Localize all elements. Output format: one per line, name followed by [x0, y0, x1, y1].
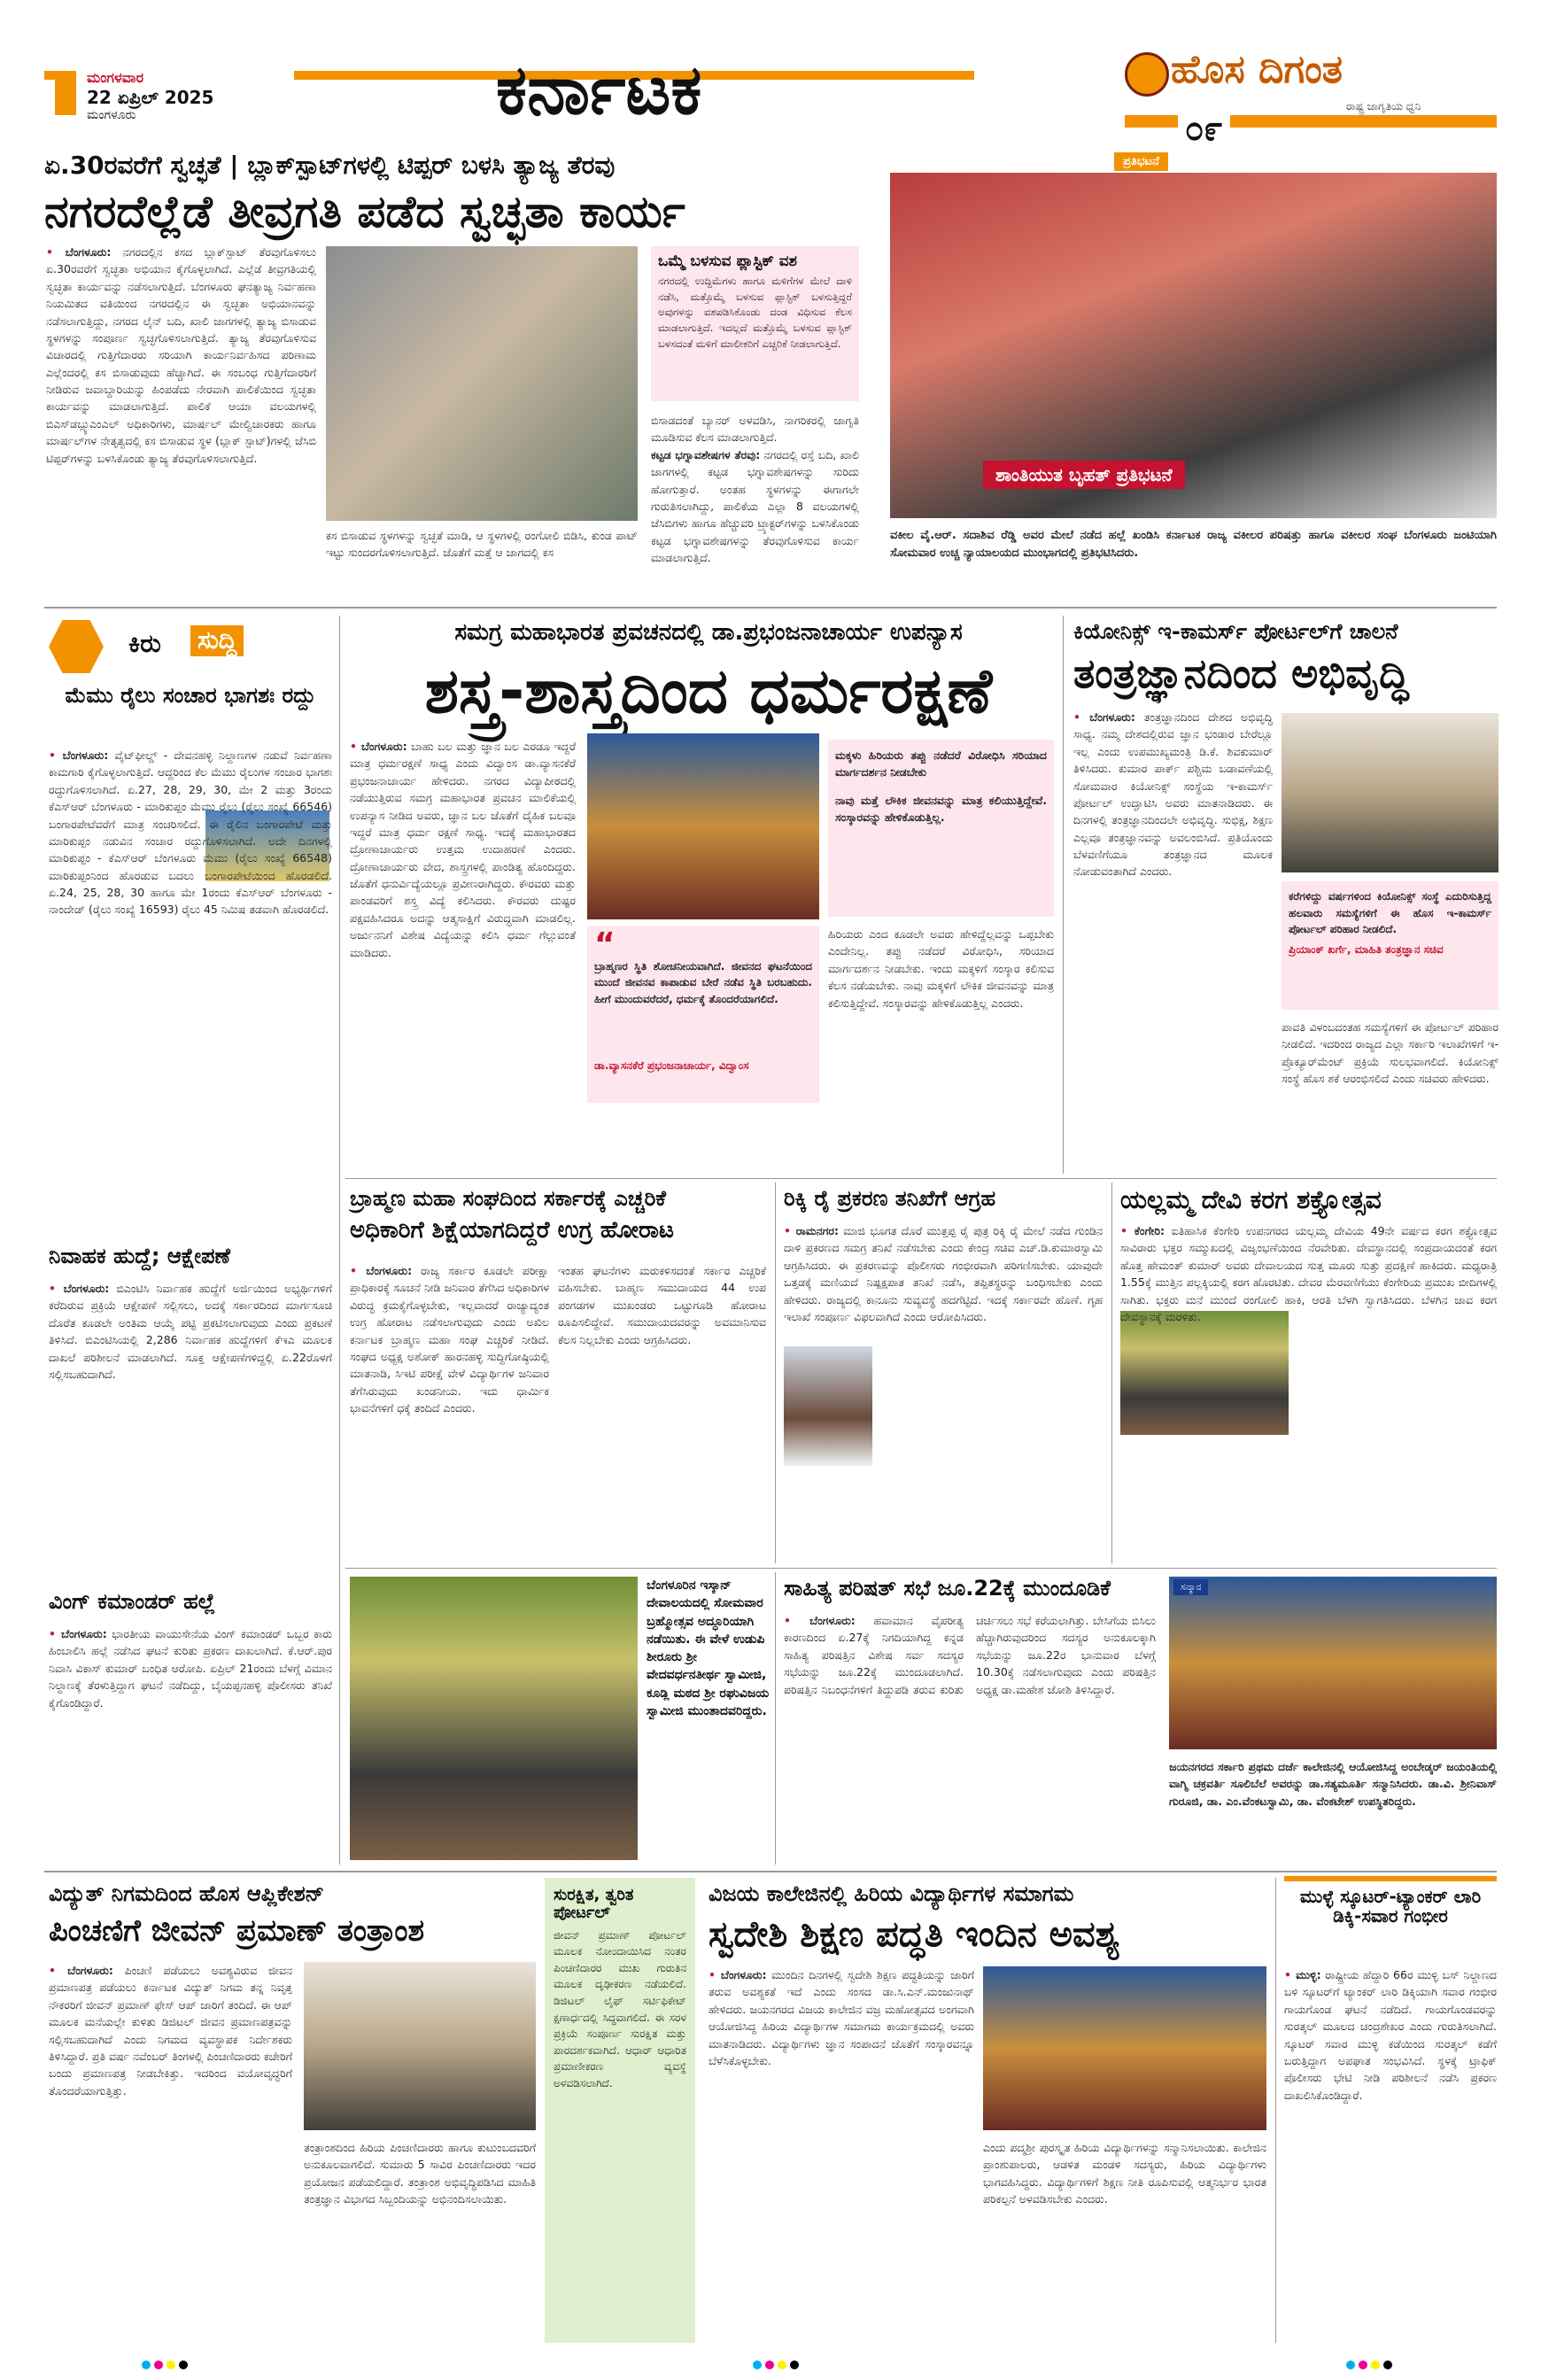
story7-caption: ಬೆಂಗಳೂರಿನ ಇಸ್ಕಾನ್ ದೇವಾಲಯದಲ್ಲಿ ಸೋಮವಾರ ಬ್ರಹ್ಮೋತ್ಸವ ಅದ್ಧೂರಿಯಾಗಿ ನಡೆಯಿತು. ಈ ವೇಳೆ ಉಡುಪಿ ಶೀರೂರು ಶ್ರೀ ವೇದವರ್ಧನತೀರ್ಥ ಸ್ವಾಮೀಜಿ, ಕೂಡ್ಲಿ ಮಠದ ಶ್ರೀ ರಘುವಿಜಯ ಸ್ವಾಮೀಜಿ ಮುಂತಾದವರಿದ್ದರು.: [647, 1578, 770, 1719]
vertical-divider: [1111, 1182, 1112, 1563]
kiru-item2-title: ನಿವಾಹಕ ಹುದ್ದೆ; ಆಕ್ಷೇಪಣೆ: [49, 1244, 230, 1268]
story4-headline: ಅಧಿಕಾರಿಗೆ ಶಿಕ್ಷೆಯಾಗದಿದ್ದರೆ ಉಗ್ರ ಹೋರಾಟ: [350, 1217, 674, 1244]
header-date: 22 ಏಪ್ರಿಲ್ 2025: [87, 87, 214, 108]
pull-quote-box: [828, 740, 1054, 917]
story6-body: • ಕೆಂಗೇರಿ: ಐತಿಹಾಸಿಕ ಕೆಂಗೇರಿ ಉಪನಗರದ ಯಲ್ಲಮ್ಮ ದೇವಿಯ 49ನೇ ವರ್ಷದ ಕರಗ ಶಕ್ತ್ಯೋತ್ಸವ ಸಾವಿರಾರು ಭಕ್ತರ ಸಮ್ಮುಖದಲ್ಲಿ ವಿಜೃಂಭಣೆಯಿಂದ ನೆರವೇರಿತು. ದೇವಸ್ಥಾನದಲ್ಲಿ ಸಂಪ್ರದಾಯದಂತೆ ಕರಗ ಹೊತ್ತ ಹೇಮಂತ್ ಕುಮಾರ್ ಅವರು ದೇವಾಲಯದ ಸುತ್ತ ಮೂರು ಸುತ್ತು ಪ್ರದಕ್ಷಿಣೆ ಹಾಕಿದರು. ಮಧ್ಯರಾತ್ರಿ 1.55ಕ್ಕೆ ಮುತ್ತಿನ ಪಲ್ಲಕ್ಕಿಯಲ್ಲಿ ಕರಗ ಹೊರಟಿತು. ದೇವರ ಮೆರವಣಿಗೆಯು ಕೆಂಗೇರಿಯ ಪ್ರಮುಖ ಬೀದಿಗಳಲ್ಲಿ ಸಾಗಿತು. ಭಕ್ತರು ಮನೆ ಮುಂದೆ ರಂಗೋಲಿ ಹಾಕಿ, ಆರತಿ ಬೆಳಗಿ ಸ್ವಾಗತಿಸಿದರು. ಬೆಳಗಿನ ಜಾವ ಕರಗ ದೇವಸ್ಥಾನಕ್ಕೆ ಮರಳಿತು.: [1120, 1224, 1497, 1323]
story2-kicker: ಸಮಗ್ರ ಮಹಾಭಾರತ ಪ್ರವಚನದಲ್ಲಿ ಡಾ.ಪ್ರಭಂಜನಾಚಾರ್ಯ ಉಪನ್ಯಾಸ: [454, 619, 963, 646]
story8-kicker: ಸಾಹಿತ್ಯ ಪರಿಷತ್ ಸಭೆ ಜೂ.22ಕ್ಕೆ ಮುಂದೂಡಿಕೆ: [784, 1576, 1111, 1601]
keonics-highlight-text: ಕರೆಗಳಿದ್ದು ವರ್ಷಗಳಿಂದ ಕಿಯೋನಿಕ್ಸ್ ಸಂಸ್ಥೆ ಎದುರಿಸುತ್ತಿದ್ದ ಹಲವಾರು ಸಮಸ್ಯೆಗಳಿಗೆ ಈ ಹೊಸ ಇ-ಕಾಮರ್ಸ್ ಪೋರ್ಟಲ್ ಪರಿಹಾರ ನೀಡಲಿದೆ.: [1289, 890, 1491, 936]
felicitation-photo: [1169, 1577, 1497, 1749]
story3-kicker: ಕಿಯೋನಿಕ್ಸ್ ಇ-ಕಾಮರ್ಸ್ ಪೋರ್ಟಲ್‌ಗೆ ಚಾಲನೆ: [1073, 619, 1398, 644]
story1-kicker: ಏ.30ರವರೆಗೆ ಸ್ವಚ್ಛತೆ | ಬ್ಲಾಕ್‌ಸ್ಪಾಟ್‌ಗಳಲ್ಲಿ ಟಿಪ್ಪರ್ ಬಳಸಿ ತ್ಯಾಜ್ಯ ತೆರವು: [44, 151, 616, 180]
registration-marks-center: [753, 2356, 802, 2373]
story10-body-col2: ತಂತ್ರಾಂಶದಿಂದ ಹಿರಿಯ ಪಿಂಚಣಿದಾರರು ಹಾಗೂ ಕುಟುಂಬದವರಿಗೆ ಅನುಕೂಲವಾಗಲಿದೆ. ಸುಮಾರು 5 ಸಾವಿರ ಪಿಂಚಣಿದಾರರು ಇದರ ಪ್ರಯೋಜನ ಪಡೆಯಲಿದ್ದಾರೆ. ತಂತ್ರಾಂಶ ಅಭಿವೃದ್ಧಿಪಡಿಸಿದ ಮಾಹಿತಿ ತಂತ್ರಜ್ಞಾನ ವಿಭಾಗದ ಸಿಬ್ಬಂದಿಯನ್ನು ಅಭಿನಂದಿಸಲಾಯಿತು.: [304, 2141, 536, 2206]
story9-caption: ಜಯನಗರದ ಸರ್ಕಾರಿ ಪ್ರಥಮ ದರ್ಜೆ ಕಾಲೇಜಿನಲ್ಲಿ ಆಯೋಜಿಸಿದ್ದ ಅಂಬೇಡ್ಕರ್ ಜಯಂತಿಯಲ್ಲಿ ವಾಗ್ಮಿ ಚಕ್ರವರ್ತಿ ಸೂಲಿಬೆಲೆ ಅವರನ್ನು ಡಾ.ಸತ್ಯಮೂರ್ತಿ ಸನ್ಮಾನಿಸಿದರು. ಡಾ.ವಿ. ಶ್ರೀನಿವಾಸ್ ಗುರೂಜಿ, ಡಾ. ಎಂ.ವೆಂಕಟಸ್ವಾಮಿ, ಡಾ. ವೆಂಕಟೇಶ್ ಉಪಸ್ಥಿತರಿದ್ದರು.: [1169, 1760, 1497, 1808]
story11-body: • ಬೆಂಗಳೂರು: ಮುಂದಿನ ದಿನಗಳಲ್ಲಿ ಸ್ವದೇಶಿ ಶಿಕ್ಷಣ ಪದ್ಧತಿಯನ್ನು ಜಾರಿಗೆ ತರುವ ಅವಶ್ಯಕತೆ ಇದೆ ಎಂದು ಸಂಸದ ಡಾ.ಸಿ.ಎನ್.ಮಂಜುನಾಥ್ ಹೇಳಿದರು. ಜಯನಗರದ ವಿಜಯ ಕಾಲೇಜಿನ ವಜ್ರ ಮಹೋತ್ಸವದ ಅಂಗವಾಗಿ ಆಯೋಜಿಸಿದ್ದ ಹಿರಿಯ ವಿದ್ಯಾರ್ಥಿಗಳ ಸಮಾಗಮ ಕಾರ್ಯಕ್ರಮದಲ್ಲಿ ಅವರು ಮಾತನಾಡಿದರು. ವಿದ್ಯಾರ್ಥಿಗಳು ಜ್ಞಾನ ಸಂಪಾದನೆ ಜೊತೆಗೆ ಸಂಸ್ಕಾರವನ್ನೂ ಬೆಳೆಸಿಕೊಳ್ಳಬೇಕು.: [709, 1968, 974, 2067]
header-city: ಮಂಗಳೂರು: [87, 108, 136, 122]
kiru-item3-title: ವಿಂಗ್ ಕಮಾಂಡರ್ ಹಲ್ಲೆ: [49, 1589, 216, 1614]
plastic-box-body: ನಗರದಲ್ಲಿ ಉದ್ದಿಮೆಗಳು ಹಾಗೂ ಮಳಿಗೆಗಳ ಮೇಲೆ ದಾಳಿ ನಡೆಸಿ, ಮತ್ತೊಮ್ಮೆ ಬಳಸುವ ಪ್ಲಾಸ್ಟಿಕ್ ಬಳಸುತ್ತಿದ್ದರೆ ಅವುಗಳನ್ನು ವಶಪಡಿಸಿಕೊಂಡು ದಂಡ ವಿಧಿಸುವ ಕೆಲಸ ಮಾಡಲಾಗುತ್ತಿದೆ. ಇದಲ್ಲದೆ ಮತ್ತೊಮ್ಮೆ ಬಳಸುವ ಪ್ಲಾಸ್ಟಿಕ್ ಬಳಸದಂತೆ ಮಳಿಗೆ ಮಾಲೀಕರಿಗೆ ಎಚ್ಚರಿಕೆ ನೀಡಲಾಗುತ್ತಿದೆ.: [658, 274, 852, 350]
story2-body: • ಬೆಂಗಳೂರು: ಬಾಹು ಬಲ ಮತ್ತು ಜ್ಞಾನ ಬಲ ಎರಡೂ ಇದ್ದರೆ ಮಾತ್ರ ಧರ್ಮರಕ್ಷಣೆ ಸಾಧ್ಯ ಎಂದು ವಿದ್ವಾಂಸ ಡಾ.ವ್ಯಾಸನಕೆರೆ ಪ್ರಭಂಜನಾಚಾರ್ಯ ಹೇಳಿದರು. ನಗರದ ವಿದ್ಯಾಪೀಠದಲ್ಲಿ ನಡೆಯುತ್ತಿರುವ ಸಮಗ್ರ ಮಹಾಭಾರತ ಪ್ರವಚನ ಮಾಲಿಕೆಯಲ್ಲಿ ಉಪನ್ಯಾಸ ನೀಡಿದ ಅವರು, ಜ್ಞಾನ ಬಲ ಜೊತೆಗೆ ದೈಹಿಕ ಬಲವೂ ಇದ್ದರೆ ಮಾತ್ರ ಧರ್ಮ ರಕ್ಷಣೆ ಸಾಧ್ಯ. ಇದಕ್ಕೆ ಮಹಾಭಾರತದ ದ್ರೋಣಾಚಾರ್ಯರು ಉತ್ತಮ ಉದಾಹರಣೆ ಎಂದರು. ದ್ರೋಣಾಚಾರ್ಯರು ವೇದ, ಶಾಸ್ತ್ರಗಳಲ್ಲಿ ಪಾಂಡಿತ್ಯ ಹೊಂದಿದ್ದರು. ಜೊತೆಗೆ ಧನುರ್ವಿದ್ಯೆಯಲ್ಲೂ ಪ್ರವೀಣರಾಗಿದ್ದರು. ಕೌರವರು ಮತ್ತು ಪಾಂಡವರಿಗೆ ಶಸ್ತ್ರ ವಿದ್ಯೆ ಕಲಿಸಿದರು. ಕೌರವರು ದುಷ್ಟರ ಪಕ್ಷವಹಿಸಿದರೂ ಅದನ್ನು ಆತ್ಮಸಾಕ್ಷಿಗೆ ವಿರುದ್ಧವಾಗಿ ಮಾಡಲಿಲ್ಲ. ಅರ್ಜುನನಿಗೆ ವಿಶೇಷ ವಿದ್ಯೆಯನ್ನು ಕಲಿಸಿ ಧರ್ಮ ಗೆಲ್ಲುವಂತೆ ಮಾಡಿದರು.: [350, 740, 576, 959]
quote-author: ಡಾ.ವ್ಯಾಸನಕೆರೆ ಪ್ರಭಂಜನಾಚಾರ್ಯ, ವಿದ್ವಾಂಸ: [594, 1058, 749, 1072]
story8-body: • ಬೆಂಗಳೂರು: ಹವಾಮಾನ ವೈಪರೀತ್ಯ ಕಾರಣದಿಂದ ಏ.27ಕ್ಕೆ ನಿಗದಿಯಾಗಿದ್ದ ಕನ್ನಡ ಸಾಹಿತ್ಯ ಪರಿಷತ್ತಿನ ವಿಶೇಷ ಸರ್ವ ಸದಸ್ಯರ ಸಭೆಯನ್ನು ಜೂ.22ಕ್ಕೆ ಮುಂದೂಡಲಾಗಿದೆ. ಪರಿಷತ್ತಿನ ನಿಬಂಧನೆಗಳಿಗೆ ತಿದ್ದುಪಡಿ ತರುವ ಕುರಿತು ಚರ್ಚಿಸಲು ಸಭೆ ಕರೆಯಲಾಗಿತ್ತು. ಬೇಸಿಗೆಯ ಬಿಸಿಲು ಹೆಚ್ಚಾಗಿರುವುದರಿಂದ ಸದಸ್ಯರ ಅನುಕೂಲಕ್ಕಾಗಿ ಸಭೆಯನ್ನು ಜೂ.22ರ ಭಾನುವಾರ ಬೆಳಗ್ಗೆ 10.30ಕ್ಕೆ ನಡೆಸಲಾಗುವುದು ಎಂದು ಪರಿಷತ್ತಿನ ಅಧ್ಯಕ್ಷ ಡಾ.ಮಹೇಶ ಜೋಶಿ ತಿಳಿಸಿದ್ದಾರೆ.: [784, 1614, 1156, 1696]
kirusuddi-logo-b: ಸುದ್ದಿ: [190, 625, 244, 656]
story1-caption: ಕಸ ಬಿಸಾಡುವ ಸ್ಥಳಗಳನ್ನು ಸ್ವಚ್ಛತೆ ಮಾಡಿ, ಆ ಸ್ಥಳಗಳಲ್ಲಿ ರಂಗೋಲಿ ಬಿಡಿಸಿ, ಕುಂಡ ಪಾಟ್ ಇಟ್ಟು ಸುಂದರಗೊಳಿಸಲಾಗುತ್ತಿದೆ. ಜೊತೆಗೆ ಮತ್ತೆ ಆ ಜಾಗದಲ್ಲಿ ಕಸ: [326, 529, 638, 560]
story1-body: [46, 244, 316, 598]
plastic-box-title: ಒಮ್ಮೆ ಬಳಸುವ ಪ್ಲಾಸ್ಟಿಕ್ ವಶ: [658, 252, 797, 270]
story5-kicker: ರಿಕ್ಕಿ ರೈ ಪ್ರಕರಣ ತನಿಖೆಗೆ ಆಗ್ರಹ: [784, 1186, 996, 1211]
pull-quote-2: ನಾವು ಮತ್ತೆ ಲೌಕಿಕ ಜೀವನವನ್ನು ಮಾತ್ರ ಕಲಿಯುತ್ತಿದ್ದೇವೆ. ಸಂಸ್ಕಾರವನ್ನು ಹೇಳಿಕೊಡುತ್ತಿಲ್ಲ.: [835, 793, 1047, 825]
keonics-highlight-author: ಪ್ರಿಯಾಂಕ್ ಖರ್ಗೆ, ಮಾಹಿತಿ ತಂತ್ರಜ್ಞಾನ ಸಚಿವ: [1289, 942, 1444, 956]
story3-headline: ತಂತ್ರಜ್ಞಾನದಿಂದ ಅಭಿವೃದ್ಧಿ: [1073, 649, 1409, 697]
keonics-launch-photo: [1282, 713, 1498, 872]
date-block: [55, 62, 294, 128]
vertical-divider: [339, 616, 340, 1864]
kirusuddi-logo-a: ಕಿರು: [128, 629, 161, 658]
quote-mark-icon: “: [594, 926, 616, 963]
divider: [44, 1871, 1497, 1872]
page-number: ೦೯: [1178, 111, 1230, 148]
registration-marks-right: [1346, 2356, 1396, 2373]
orange-flag-icon: [55, 71, 76, 115]
story3-body-col2: ಪಾವತಿ ವಿಳಂಬದಂತಹ ಸಮಸ್ಯೆಗಳಿಗೆ ಈ ಪೋರ್ಟಲ್ ಪರಿಹಾರ ನೀಡಲಿದೆ. ಇದರಿಂದ ರಾಜ್ಯದ ಎಲ್ಲಾ ಸರ್ಕಾರಿ ಇಲಾಖೆಗಳಿಗೆ ಇ-ಪ್ರೊಕ್ಯೂರ್‌ಮೆಂಟ್ ಪ್ರಕ್ರಿಯೆ ಸುಲಭವಾಗಲಿದೆ. ಕಿಯೋನಿಕ್ಸ್ ಸಂಸ್ಥೆ ಹೊಸ ಶಕೆ ಆರಂಭಿಸಲಿದೆ ಎಂದು ಸಚಿವರು ಹೇಳಿದರು.: [1282, 1020, 1498, 1086]
protest-banner: ಶಾಂತಿಯುತ ಬೃಹತ್ ಪ್ರತಿಭಟನೆ: [983, 461, 1185, 489]
story1-subhead: ಕಟ್ಟಡ ಭಗ್ನಾವಶೇಷಗಳ ತೆರವು:: [651, 447, 761, 461]
accent-bar-story12: [1284, 1876, 1497, 1881]
portal-side-box: [545, 1878, 695, 2343]
story2-body-col3: ಹಿರಿಯರು ಎಂದ ಕೂಡಲೇ ಅವರು ಹೇಳಿದ್ದೆಲ್ಲವನ್ನು ಒಪ್ಪಬೇಕು ಎಂದೇನಿಲ್ಲ. ತಪ್ಪು ನಡೆದರೆ ವಿರೋಧಿಸಿ, ಸರಿಯಾದ ಮಾರ್ಗದರ್ಶನ ನೀಡಬೇಕು. ಇಂದು ಮಕ್ಕಳಿಗೆ ಸಂಸ್ಕಾರ ಕಲಿಸುವ ಕೆಲಸ ನಡೆಯಬೇಕು. ನಾವು ಮಕ್ಕಳಿಗೆ ಲೌಕಿಕ ಜೀವನವನ್ನು ಮಾತ್ರ ಕಲಿಸುತ್ತಿದ್ದೇವೆ. ಸಂಸ್ಕಾರವನ್ನು ಹೇಳಿಕೊಡುತ್ತಿಲ್ಲ ಎಂದರು.: [828, 927, 1054, 1010]
kiru-item1-body: • ಬೆಂಗಳೂರು: ವೈಟ್‌ಫೀಲ್ಡ್ - ದೇವನಹಳ್ಳಿ ನಿಲ್ದಾಣಗಳ ನಡುವೆ ನಿರ್ವಹಣಾ ಕಾಮಗಾರಿ ಕೈಗೊಳ್ಳಲಾಗುತ್ತಿದೆ. ಆದ್ದರಿಂದ ಕೆಲ ಮೆಮು ರೈಲುಗಳ ಸಂಚಾರ ಭಾಗಶಃ ರದ್ದುಗೊಳಿಸಲಾಗಿದೆ. ಏ.27, 28, 29, 30, ಮೇ 2 ಮತ್ತು 3ರಂದು ಕೆಎಸ್‌ಆರ್ ಬೆಂಗಳೂರು - ಮಾರಿಕುಪ್ಪಂ ಮೆಮು ರೈಲು (ರೈಲು ಸಂಖ್ಯೆ 66546) ಬಂಗಾರಪೇಟೆವರೆಗೆ ಮಾತ್ರ ಸಂಚರಿಸಲಿದೆ. ಈ ರೈಲಿನ ಬಂಗಾರಪೇಟೆ ಮತ್ತು ಮಾರಿಕುಪ್ಪಂ ನಡುವಿನ ಸಂಚಾರ ರದ್ದುಗೊಳಿಸಲಾಗಿದೆ. ಅದೇ ದಿನಗಳಲ್ಲಿ ಮಾರಿಕುಪ್ಪಂ - ಕೆಎಸ್‌ಆರ್ ಬೆಂಗಳೂರು ಮೆಮು (ರೈಲು ಸಂಖ್ಯೆ 66548) ಮಾರಿಕುಪ್ಪಂನಿಂದ ಹೊರಡುವ ಬದಲು ಬಂಗಾರಪೇಟೆಯಿಂದ ಹೊರಡಲಿದೆ. ಏ.24, 25, 28, 30 ಹಾಗೂ ಮೇ 1ರಂದು ಕೆಎಸ್‌ಆರ್ ಬೆಂಗಳೂರು - ನಾಂದೇಡ್ (ರೈಲು ಸಂಖ್ಯೆ 16593) ರೈಲು 45 ನಿಮಿಷ ತಡವಾಗಿ ಹೊರಡಲಿದೆ.: [49, 748, 332, 917]
quote-text: ಬ್ರಾಹ್ಮಣರ ಸ್ಥಿತಿ ಶೋಚನೀಯವಾಗಿದೆ. ಜೀವನದ ಘಟನೆಯಿಂದ ಮುಂದೆ ಜೀವನವ ಕಾಪಾಡುವ ಬೇರೆ ನಡೆವ ಸ್ಥಿತಿ ಬರಬಹುದು. ಹೀಗೆ ಮುಂದುವರೆದರೆ, ಧರ್ಮಕ್ಕೆ ತೊಂದರೆಯಾಗಲಿದೆ.: [594, 959, 812, 1005]
garbage-photo: [326, 246, 638, 521]
vertical-divider: [775, 1572, 776, 1864]
alumni-meet-photo: [983, 1966, 1266, 2130]
vertical-divider: [1063, 616, 1064, 1174]
protest-photo: [890, 173, 1497, 518]
story11-kicker: ವಿಜಯ ಕಾಲೇಜಿನಲ್ಲಿ ಹಿರಿಯ ವಿದ್ಯಾರ್ಥಿಗಳ ಸಮಾಗಮ: [709, 1881, 1074, 1906]
story10-kicker: ವಿದ್ಯುತ್ ನಿಗಮದಿಂದ ಹೊಸ ಆಪ್ಲಿಕೇಶನ್: [49, 1881, 324, 1906]
story4-body-col2: ಇಂತಹ ಘಟನೆಗಳು ಮರುಕಳಿಸದಂತೆ ಸರ್ಕಾರ ಎಚ್ಚರಿಕೆ ವಹಿಸಬೇಕು. ಬಾಹ್ಮಣ ಸಮುದಾಯದ 44 ಉಪ ಪಂಗಡಗಳ ಮುಖಂಡರು ಒಟ್ಟುಗೂಡಿ ಹೋರಾಟ ರೂಪಿಸಲಿದ್ದೇವೆ. ಸಮುದಾಯದವರನ್ನು ಅವಮಾನಿಸುವ ಕೆಲಸ ನಿಲ್ಲಬೇಕು ಎಂದು ಆಗ್ರಹಿಸಿದರು.: [558, 1264, 766, 1346]
divider: [345, 1568, 1497, 1569]
story3-body: • ಬೆಂಗಳೂರು: ತಂತ್ರಜ್ಞಾನದಿಂದ ದೇಶದ ಅಭಿವೃದ್ಧಿ ಸಾಧ್ಯ. ನಮ್ಮ ದೇಶದಲ್ಲಿರುವ ಜ್ಞಾನ ಭಂಡಾರ ಬೇರೆಲ್ಲೂ ಇಲ್ಲ ಎಂದು ಉಪಮುಖ್ಯಮಂತ್ರಿ ಡಿ.ಕೆ. ಶಿವಕುಮಾರ್ ತಿಳಿಸಿದರು. ಕುಮಾರ ಪಾರ್ಕ್ ಪಶ್ಚಿಮ ಬಡಾವಣೆಯಲ್ಲಿ ಸೋಮವಾರ ಕಿಯೋನಿಕ್ಸ್ ಸಂಸ್ಥೆಯ ಇ-ಕಾಮರ್ಸ್ ಪೋರ್ಟಲ್ ಉದ್ಘಾಟಿಸಿ ಅವರು ಮಾತನಾಡಿದರು. ಈ ದಿನಗಳಲ್ಲಿ ತಂತ್ರಜ್ಞಾನದಿಂದಲೇ ಅಭಿವೃದ್ಧಿ. ಸುಭಿಕ್ಷ, ಶಿಕ್ಷಣ ಎಲ್ಲವೂ ತಂತ್ರಜ್ಞಾನವನ್ನು ಅವಲಂಬಿಸಿದೆ. ಪ್ರತಿಯೊಂದು ಬೆಳವಣಿಗೆಯೂ ತಂತ್ರಜ್ಞಾನದ ಮೂಲಕ ನೋಡುವಂತಾಗಿದೆ ಎಂದರು.: [1073, 710, 1273, 879]
story4-body: • ಬೆಂಗಳೂರು: ರಾಜ್ಯ ಸರ್ಕಾರ ಕೂಡಲೇ ಪರೀಕ್ಷಾ ಪ್ರಾಧಿಕಾರಕ್ಕೆ ಸೂಚನೆ ನೀಡಿ ಜನಿವಾರ ತೆಗೆಸಿದ ಅಧಿಕಾರಿಗಳ ವಿರುದ್ಧ ಕ್ರಮಕೈಗೊಳ್ಳಬೇಕು, ಇಲ್ಲವಾದರೆ ರಾಜ್ಯಾದ್ಯಂತ ಉಗ್ರ ಹೋರಾಟ ನಡೆಸಲಾಗುವುದು ಎಂದು ಅಖಿಲ ಕರ್ನಾಟಕ ಬ್ರಾಹ್ಮಣ ಮಹಾ ಸಂಘ ಎಚ್ಚರಿಕೆ ನೀಡಿದೆ. ಸಂಘದ ಅಧ್ಯಕ್ಷ ಅಶೋಕ್ ಹಾರನಹಳ್ಳಿ ಸುದ್ದಿಗೋಷ್ಠಿಯಲ್ಲಿ ಮಾತನಾಡಿ, ಸಿಇಟಿ ಪರೀಕ್ಷೆ ವೇಳೆ ವಿದ್ಯಾರ್ಥಿಗಳ ಜನಿವಾರ ತೆಗೆಸಿರುವುದು ಖಂಡನೀಯ. ಇದು ಧಾರ್ಮಿಕ ಭಾವನೆಗಳಿಗೆ ಧಕ್ಕೆ ತಂದಿದೆ ಎಂದರು.: [350, 1264, 549, 1415]
brand-block: [1125, 49, 1497, 146]
story10-headline: ಪಿಂಚಣಿಗೆ ಜೀವನ್ ಪ್ರಮಾಣ್ ತಂತ್ರಾಂಶ: [49, 1913, 425, 1949]
story12-body: • ಮುಳ್ಳಿ: ರಾಷ್ಟ್ರೀಯ ಹೆದ್ದಾರಿ 66ರ ಮುಳ್ಳಿ ಬಸ್ ನಿಲ್ದಾಣದ ಬಳಿ ಸ್ಕೂಟರ್‌ಗೆ ಟ್ಯಾಂಕರ್ ಲಾರಿ ಡಿಕ್ಕಿಯಾಗಿ ಸವಾರ ಗಂಭೀರ ಗಾಯಗೊಂಡ ಘಟನೆ ನಡೆದಿದೆ. ಗಾಯಗೊಂಡವರನ್ನು ಸುರತ್ಕಲ್ ಮೂಲದ ಚಂದ್ರಶೇಖರ ಎಂದು ಗುರುತಿಸಲಾಗಿದೆ. ಸ್ಕೂಟರ್ ಸವಾರ ಮುಳ್ಳಿ ಕಡೆಯಿಂದ ಸುರತ್ಕಲ್ ಕಡೆಗೆ ಬರುತ್ತಿದ್ದಾಗ ಅಪಘಾತ ಸಂಭವಿಸಿದೆ. ಸ್ಥಳಕ್ಕೆ ಟ್ರಾಫಿಕ್ ಪೊಲೀಸರು ಭೇಟಿ ನೀಡಿ ಪರಿಶೀಲನೆ ನಡೆಸಿ ಪ್ರಕರಣ ದಾಖಲಿಸಿಕೊಂಡಿದ್ದಾರೆ.: [1284, 1968, 1497, 2102]
story4-kicker: ಬ್ರಾಹ್ಮಣ ಮಹಾ ಸಂಘದಿಂದ ಸರ್ಕಾರಕ್ಕೆ ಎಚ್ಚರಿಕೆ: [350, 1186, 667, 1211]
story5-body: • ರಾಮನಗರ: ಮಾಜಿ ಭೂಗತ ದೊರೆ ಮುತ್ತಪ್ಪ ರೈ ಪುತ್ರ ರಿಕ್ಕಿ ರೈ ಮೇಲೆ ನಡೆದ ಗುಂಡಿನ ದಾಳಿ ಪ್ರಕರಣದ ಸಮಗ್ರ ತನಿಖೆ ನಡೆಸಬೇಕು ಎಂದು ಕೇಂದ್ರ ಸಚಿವ ಎಚ್.ಡಿ.ಕುಮಾರಸ್ವಾಮಿ ಆಗ್ರಹಿಸಿದರು. ಈ ಪ್ರಕರಣವನ್ನು ಪೊಲೀಸರು ಗಂಭೀರವಾಗಿ ಪರಿಗಣಿಸಬೇಕು. ಯಾವುದೇ ಒತ್ತಡಕ್ಕೆ ಮಣಿಯದೆ ನಿಷ್ಪಕ್ಷಪಾತ ತನಿಖೆ ನಡೆಸಿ, ತಪ್ಪಿತಸ್ಥರನ್ನು ಬಂಧಿಸಬೇಕು ಎಂದು ಹೇಳಿದರು. ರಾಜ್ಯದಲ್ಲಿ ಕಾನೂನು ಸುವ್ಯವಸ್ಥೆ ಹದಗೆಟ್ಟಿದೆ. ಇದಕ್ಕೆ ಸರ್ಕಾರವೇ ಹೊಣೆ. ಗೃಹ ಇಲಾಖೆ ಸಂಪೂರ್ಣ ವಿಫಲವಾಗಿದೆ ಎಂದು ಆರೋಪಿಸಿದರು.: [784, 1224, 1103, 1323]
story2-headline: ಶಸ್ತ್ರ-ಶಾಸ್ತ್ರದಿಂದ ಧರ್ಮರಕ್ಷಣೆ: [424, 655, 993, 727]
brand-logo-circle-icon: [1125, 52, 1169, 97]
portal-side-title: ಸುರಕ್ಷಿತ, ತ್ವರಿತ ಪೋರ್ಟಲ್: [554, 1886, 634, 1922]
keonics-highlight-box: [1282, 881, 1498, 1010]
story11-body-col2: ಎಂದು ಪದ್ಮಶ್ರೀ ಪುರಸ್ಕೃತ ಹಿರಿಯ ವಿದ್ಯಾರ್ಥಿಗಳನ್ನು ಸನ್ಮಾನಿಸಲಾಯಿತು. ಕಾಲೇಜಿನ ಪ್ರಾಂಶುಪಾಲರು, ಆಡಳಿತ ಮಂಡಳಿ ಸದಸ್ಯರು, ಹಿರಿಯ ವಿದ್ಯಾರ್ಥಿಗಳು ಭಾಗವಹಿಸಿದ್ದರು. ವಿದ್ಯಾರ್ಥಿಗಳಿಗೆ ಶಿಕ್ಷಣ ನೀತಿ ರೂಪಿಸುವಲ್ಲಿ ಆತ್ಮನಿರ್ಭರ ಭಾರತ ಪರಿಕಲ್ಪನೆ ಅಳವಡಿಸಬೇಕು ಎಂದರು.: [983, 2141, 1266, 2206]
kirusuddi-logo: [49, 620, 332, 673]
hand-pointing-icon: [49, 620, 104, 673]
story1-headline: ನಗರದೆಲ್ಲೆಡೆ ತೀವ್ರಗತಿ ಪಡೆದ ಸ್ವಚ್ಛತಾ ಕಾರ್ಯ: [44, 186, 685, 237]
quote-box: [587, 926, 819, 1103]
story11-headline: ಸ್ವದೇಶಿ ಶಿಕ್ಷಣ ಪದ್ಧತಿ ಇಂದಿನ ಅವಶ್ಯ: [709, 1914, 1120, 1955]
protest-caption: ವಕೀಲ ವೈ.ಆರ್. ಸದಾಶಿವ ರೆಡ್ಡಿ ಅವರ ಮೇಲೆ ನಡೆದ ಹಲ್ಲೆ ಖಂಡಿಸಿ ಕರ್ನಾಟಕ ರಾಜ್ಯ ವಕೀಲರ ಪರಿಷತ್ತು ಹಾಗೂ ವಕೀಲರ ಸಂಘ ಬೆಂಗಳೂರು ಜಂಟಿಯಾಗಿ ಸೋಮವಾರ ಉಚ್ಚ ನ್ಯಾಯಾಲಯದ ಮುಂಭಾಗದಲ್ಲಿ ಪ್ರತಿಭಟಿಸಿದರು.: [890, 529, 1497, 561]
kiru-item3-body: • ಬೆಂಗಳೂರು: ಭಾರತೀಯ ವಾಯುಸೇನೆಯ ವಿಂಗ್ ಕಮಾಂಡರ್ ಒಬ್ಬರ ಕಾರು ಹಿಂಬಾಲಿಸಿ ಹಲ್ಲೆ ನಡೆಸಿದ ಘಟನೆ ಕುರಿತು ಪ್ರಕರಣ ದಾಖಲಾಗಿದೆ. ಕೆ.ಆರ್.ಪುರ ನಿವಾಸಿ ವಿಕಾಸ್ ಕುಮಾರ್ ಬಂಧಿತ ಆರೋಪಿ. ಏಪ್ರಿಲ್ 21ರಂದು ಬೆಳಗ್ಗೆ ವಿಮಾನ ನಿಲ್ದಾಣಕ್ಕೆ ತೆರಳುತ್ತಿದ್ದಾಗ ಘಟನೆ ನಡೆದಿದ್ದು, ಬೈಯಪ್ಪನಹಳ್ಳಿ ಪೊಲೀಸರು ತನಿಖೆ ಕೈಗೊಂಡಿದ್ದಾರೆ.: [49, 1627, 332, 1709]
divider: [345, 1178, 1497, 1179]
divider: [44, 607, 1497, 609]
cyan-dot: [142, 2361, 151, 2369]
registration-marks-left: [142, 2356, 191, 2373]
story10-body: • ಬೆಂಗಳೂರು: ಪಿಂಚಣಿ ಪಡೆಯಲು ಅವಶ್ಯವಿರುವ ಜೀವನ ಪ್ರಮಾಣಪತ್ರ ಪಡೆಯಲು ಕರ್ನಾಟಕ ವಿದ್ಯುತ್ ನಿಗಮ ತನ್ನ ನಿವೃತ್ತ ನೌಕರರಿಗೆ ಜೀವನ್ ಪ್ರಮಾಣ್ ಫೇಸ್ ಆಪ್ ಜಾರಿಗೆ ತಂದಿದೆ. ಈ ಆಪ್ ಮೂಲಕ ಮನೆಯಲ್ಲೇ ಕುಳಿತು ಡಿಜಿಟಲ್ ಜೀವನ ಪ್ರಮಾಣಪತ್ರವನ್ನು ಸಲ್ಲಿಸಬಹುದಾಗಿದೆ ಎಂದು ನಿಗಮದ ವ್ಯವಸ್ಥಾಪಕ ನಿರ್ದೇಶಕರು ತಿಳಿಸಿದ್ದಾರೆ. ಪ್ರತಿ ವರ್ಷ ನವೆಂಬರ್ ತಿಂಗಳಲ್ಲಿ ಪಿಂಚಣಿದಾರರು ಕಚೇರಿಗೆ ಬಂದು ಪ್ರಮಾಣಪತ್ರ ನೀಡಬೇಕಿತ್ತು. ಇದರಿಂದ ವಯೋವೃದ್ಧರಿಗೆ ತೊಂದರೆಯಾಗುತ್ತಿತ್ತು.: [49, 1964, 292, 2097]
story6-kicker: ಯಲ್ಲಮ್ಮ ದೇವಿ ಕರಗ ಶಕ್ತ್ಯೋತ್ಸವ: [1120, 1185, 1382, 1214]
portal-side-body: ಜೀವನ್ ಪ್ರಮಾಣ್ ಪೋರ್ಟಲ್ ಮೂಲಕ ನೋಂದಾಯಿಸಿದ ನಂತರ ಪಿಂಚಣಿದಾರರ ಮುಖ ಗುರುತಿನ ಮೂಲಕ ದೃಢೀಕರಣ ನಡೆಯಲಿದೆ. ಡಿಜಿಟಲ್ ಲೈಫ್ ಸರ್ಟಿಫಿಕೇಟ್ ಕ್ಷಣಾರ್ಧದಲ್ಲಿ ಸಿದ್ಧವಾಗಲಿದೆ. ಈ ಸರಳ ಪ್ರಕ್ರಿಯೆ ಸಂಪೂರ್ಣ ಸುರಕ್ಷಿತ ಮತ್ತು ಪಾರದರ್ಶಕವಾಗಿದೆ. ಆಧಾರ್ ಆಧಾರಿತ ಪ್ರಮಾಣೀಕರಣ ವ್ಯವಸ್ಥೆ ಅಳವಡಿಸಲಾಗಿದೆ.: [554, 1928, 686, 2089]
story12-kicker: ಮುಳ್ಳೆ ಸ್ಕೂಟರ್-ಟ್ಯಾಂಕರ್ ಲಾರಿ ಡಿಕ್ಕಿ-ಸವಾರ ಗಂಭೀರ: [1299, 1886, 1482, 1926]
black-dot: [179, 2361, 188, 2369]
yellow-dot: [166, 2361, 175, 2369]
brand-name: ಹೊಸ ದಿಗಂತ: [1171, 47, 1344, 92]
story1-body-col3: ಬಿಸಾಡದಂತೆ ಬ್ಯಾನರ್ ಅಳವಡಿಸಿ, ನಾಗರಿಕರಲ್ಲಿ ಜಾಗೃತಿ ಮೂಡಿಸುವ ಕೆಲಸ ಮಾಡಲಾಗುತ್ತಿದೆ. ಕಟ್ಟಡ ಭಗ್ನಾವಶೇಷಗಳ ತೆರವು: ನಗರದಲ್ಲಿ ರಸ್ತೆ ಬದಿ, ಖಾಲಿ ಜಾಗಗಳಲ್ಲಿ ಕಟ್ಟಡ ಭಗ್ನಾವಶೇಷಗಳನ್ನು ಸುರಿದು ಹೋಗುತ್ತಾರೆ. ಅಂತಹ ಸ್ಥಳಗಳನ್ನು ಈಗಾಗಲೇ ಗುರುತಿಸಲಾಗಿದ್ದು, ಪಾಲಿಕೆಯ ಎಲ್ಲಾ 8 ವಲಯಗಳಲ್ಲಿ ಜೆಸಿಬಿಗಳು ಹಾಗೂ ಹೆಚ್ಚುವರಿ ಟ್ರ್ಯಾಕ್ಟರ್‌ಗಳನ್ನು ಬಳಸಿಕೊಂಡು ಕಟ್ಟಡ ಭಗ್ನಾವಶೇಷಗಳನ್ನು ತೆರವುಗೊಳಿಸುವ ಕಾರ್ಯ ಮಾಡಲಾಗುತ್ತಿದೆ.: [651, 414, 859, 564]
felicitation-tag: ಸನ್ಮಾನ: [1173, 1579, 1208, 1595]
speaker-photo: [587, 733, 819, 919]
plastic-box: [651, 246, 859, 401]
header-day: ಮಂಗಳವಾರ: [87, 69, 144, 86]
brand-tagline: ರಾಷ್ಟ್ರ ಜಾಗೃತಿಯ ಧ್ವನಿ: [1346, 100, 1421, 112]
vertical-divider: [775, 1182, 776, 1563]
story1-dateline: ಬೆಂಗಳೂರು:: [65, 245, 112, 259]
section-title: ಕರ್ನಾಟಕ: [496, 50, 702, 130]
kiru-item1-title: ಮೆಮು ರೈಲು ಸಂಚಾರ ಭಾಗಶಃ ರದ್ದು: [65, 683, 316, 708]
vertical-divider: [1275, 1878, 1276, 2343]
kiru-item2-body: • ಬೆಂಗಳೂರು: ಬಿಎಂಟಿಸಿ ನಿರ್ವಾಹಕ ಹುದ್ದೆಗೆ ಅರ್ಜಿಯಿಂದ ಅಭ್ಯರ್ಥಿಗಳಿಗೆ ಕರೆದಿರುವ ಪ್ರಕ್ರಿಯೆ ಆಕ್ಷೇಪಣೆ ಸಲ್ಲಿಸಲು, ಅದಕ್ಕೆ ಸರ್ಕಾರದಿಂದ ಮಾರ್ಗಸೂಚಿ ದೊರೆತ ಕೂಡಲೇ ಅಂತಿಮ ಆಯ್ಕೆ ಪಟ್ಟಿ ಪ್ರಕಟಿಸಲಾಗುವುದು ಎಂದು ಪ್ರಕಟಣೆ ತಿಳಿಸಿದೆ. ಬಿಎಂಟಿಸಿಯಲ್ಲಿ 2,286 ನಿರ್ವಾಹಕ ಹುದ್ದೆಗಳಿಗೆ ಕೆಇಎ ಮೂಲಕ ದಾಖಲೆ ಪರಿಶೀಲನೆ ಮಾಡಲಾಗಿದೆ. ಸೂಕ್ತ ಆಕ್ಷೇಪಣೆಗಳಿದ್ದಲ್ಲಿ ಏ.22ರೊಳಗೆ ಸಲ್ಲಿಸಬಹುದಾಗಿದೆ.: [49, 1282, 332, 1381]
protest-tag: ಪ್ರತಿಭಟನೆ: [1114, 152, 1168, 171]
magenta-dot: [154, 2361, 163, 2369]
pension-meeting-photo: [304, 1962, 536, 2130]
story1-body-text: ನಗರದಲ್ಲಿನ ಕಸದ ಬ್ಲಾಕ್‌ಸ್ಪಾಟ್ ತೆರವುಗೊಳಿಸಲು ಏ.30ರವರೆಗೆ ಸ್ವಚ್ಛತಾ ಅಭಿಯಾನ ಕೈಗೊಳ್ಳಲಾಗಿದೆ. ಎಲ್ಲೆಡೆ ತೀವ್ರಗತಿಯಲ್ಲಿ ಸ್ವಚ್ಛತಾ ಕಾರ್ಯವನ್ನು ನಡೆಸಲಾಗುತ್ತಿದೆ. ಬೆಂಗಳೂರು ಘನತ್ಯಾಜ್ಯ ನಿರ್ವಹಣಾ ನಿಯಮಿತದ ವತಿಯಿಂದ ನಗರದಲ್ಲಿನ ಈ ಸ್ವಚ್ಛತಾ ಅಭಿಯಾನವನ್ನು ನಡೆಸಲಾಗುತ್ತಿದ್ದು, ನಗರದ ಲೈನ್ ಬದಿ, ಖಾಲಿ ಜಾಗಗಳಲ್ಲಿ ತ್ಯಾಜ್ಯ ಬಿಸಾಡುವ ಸ್ಥಳಗಳನ್ನು ಸಂಪೂರ್ಣ ಸ್ವಚ್ಛಗೊಳಿಸಲಾಗುತ್ತಿದೆ. ತ್ಯಾಜ್ಯ ತೆರವುಗೊಳಿಸುವ ವಿಚಾರದಲ್ಲಿ ಗುತ್ತಿಗೆದಾರರು ಸರಿಯಾಗಿ ಕಾರ್ಯನಿರ್ವಹಿಸದ ಪರಿಣಾಮ ಎಲ್ಲೆಂದರಲ್ಲಿ ಕಸ ಬಿಸಾಡುವುದು ಹೆಚ್ಚಾಗಿದೆ. ಈ ಸಂಬಂಧ ಗುತ್ತಿಗೆದಾರರಿಗೆ ನೀಡಿರುವ ಜವಾಬ್ದಾರಿಯನ್ನು ಹಿಂಪಡೆದು ನೇರವಾಗಿ ಪಾಲಿಕೆಯಿಂದ ಸ್ವಚ್ಛತಾ ಕಾರ್ಯವನ್ನು ಮಾಡಲಾಗುತ್ತಿದೆ. ಪಾಲಿಕೆ ಆಯಾ ವಲಯಗಳಲ್ಲಿ ಬಿಎಸ್‌ಡಬ್ಲ್ಯುಎಂಎಲ್ ಅಧಿಕಾರಿಗಳು, ಮಾರ್ಷಲ್ ಮೇಲ್ವಿಚಾರಕರು ಹಾಗೂ ಮಾರ್ಷಲ್‌ಗಳ ನೇತೃತ್ವದಲ್ಲಿ ಕಸ ಬಿಸಾಡುವ ಸ್ಥಳ (ಬ್ಲಾಕ್ ಸ್ಪಾಟ್)ಗಳಲ್ಲಿ ಜೆಸಿಬಿ ಟಿಪ್ಪರ್‌ಗಳನ್ನು ಬಳಸಿಕೊಂಡು ತ್ಯಾಜ್ಯ ತೆರವುಗೊಳಿಸಲಾಗುತ್ತಿದೆ.: [46, 245, 316, 465]
pull-quote-1: ಮಕ್ಕಳು ಹಿರಿಯರು ತಪ್ಪು ನಡೆದರೆ ವಿರೋಧಿಸಿ ಸರಿಯಾದ ಮಾರ್ಗದರ್ಶನ ನೀಡಬೇಕು: [835, 748, 1047, 779]
bullet-icon: •: [46, 245, 66, 259]
iskcon-festival-photo: [350, 1577, 638, 1860]
